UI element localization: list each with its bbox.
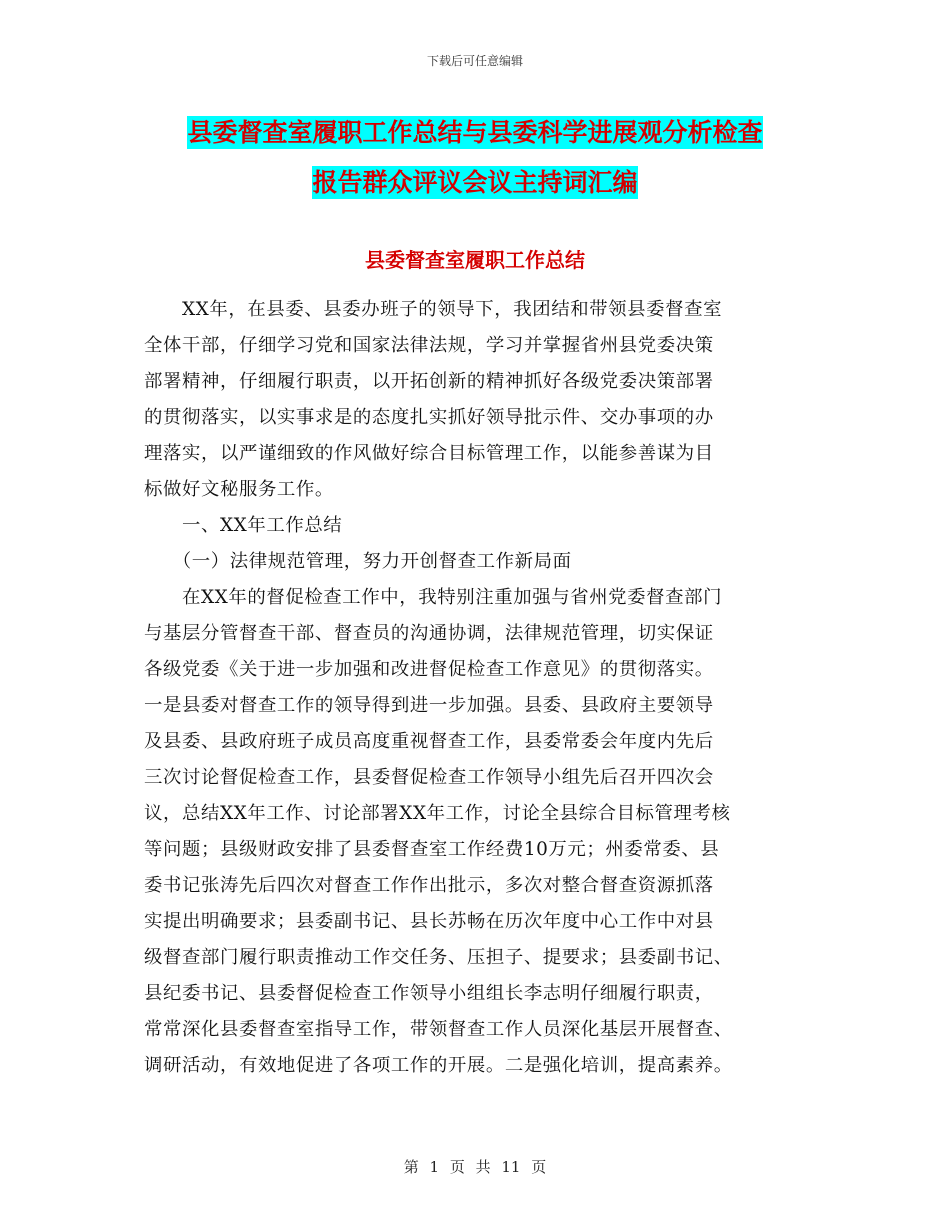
header-note: 下载后可任意编辑 bbox=[426, 54, 523, 68]
page-footer: 第 1 页 共 11 页 bbox=[403, 1158, 547, 1176]
paragraph-line: 三次讨论督促检查工作，县委督促检查工作领导小组先后召开四次会 bbox=[144, 767, 714, 788]
paragraph-line: 委书记张涛先后四次对督查工作作出批示，多次对整合督查资源抓落 bbox=[144, 875, 714, 896]
paragraph-line: 县纪委书记、县委督促检查工作领导小组组长李志明仔细履行职责， bbox=[144, 983, 714, 1004]
paragraph-line: 在XX年的督促检查工作中，我特别注重加强与省州党委督查部门 bbox=[144, 587, 723, 608]
paragraph-line: 常常深化县委督查室指导工作，带领督查工作人员深化基层开展督查、 bbox=[144, 1019, 733, 1040]
subheading-line: （一）法律规范管理，努力开创督查工作新局面 bbox=[144, 551, 572, 572]
paragraph-line: 理落实，以严谨细致的作风做好综合目标管理工作，以能参善谋为目 bbox=[144, 443, 714, 464]
paragraph-line: 议，总结XX年工作、讨论部署XX年工作，讨论全县综合目标管理考核 bbox=[144, 803, 731, 824]
section-title: 县委督查室履职工作总结 bbox=[365, 248, 585, 272]
paragraph-line: 与基层分管督查干部、督查员的沟通协调，法律规范管理，切实保证 bbox=[144, 623, 714, 644]
paragraph-line: 调研活动，有效地促进了各项工作的开展。二是强化培训，提高素养。 bbox=[144, 1055, 733, 1076]
paragraph-line: XX年，在县委、县委办班子的领导下，我团结和带领县委督查室 bbox=[144, 299, 723, 320]
heading-line: 一、XX年工作总结 bbox=[144, 515, 343, 536]
document-title-line-2: 报告群众评议会议主持词汇编 bbox=[312, 168, 638, 197]
paragraph-line: 标做好文秘服务工作。 bbox=[144, 479, 334, 500]
paragraph-line: 等问题；县级财政安排了县委督查室工作经费10万元；州委常委、县 bbox=[144, 839, 720, 860]
paragraph-line: 的贯彻落实，以实事求是的态度扎实抓好领导批示件、交办事项的办 bbox=[144, 407, 714, 428]
paragraph-line: 部署精神，仔细履行职责，以开拓创新的精神抓好各级党委决策部署 bbox=[144, 371, 714, 392]
document-title-line-1: 县委督查室履职工作总结与县委科学进展观分析检查 bbox=[187, 118, 763, 147]
paragraph-line: 级督查部门履行职责推动工作交任务、压担子、提要求；县委副书记、 bbox=[144, 947, 733, 968]
document-title bbox=[150, 108, 800, 208]
paragraph-line: 各级党委《关于进一步加强和改进督促检查工作意见》的贯彻落实。 bbox=[144, 659, 714, 680]
paragraph-line: 及县委、县政府班子成员高度重视督查工作，县委常委会年度内先后 bbox=[144, 731, 714, 752]
paragraph-line: 实提出明确要求；县委副书记、县长苏畅在历次年度中心工作中对县 bbox=[144, 911, 714, 932]
body-text bbox=[144, 292, 806, 1084]
paragraph-line: 全体干部，仔细学习党和国家法律法规，学习并掌握省州县党委决策 bbox=[144, 335, 714, 356]
paragraph-line: 一是县委对督查工作的领导得到进一步加强。县委、县政府主要领导 bbox=[144, 695, 714, 716]
